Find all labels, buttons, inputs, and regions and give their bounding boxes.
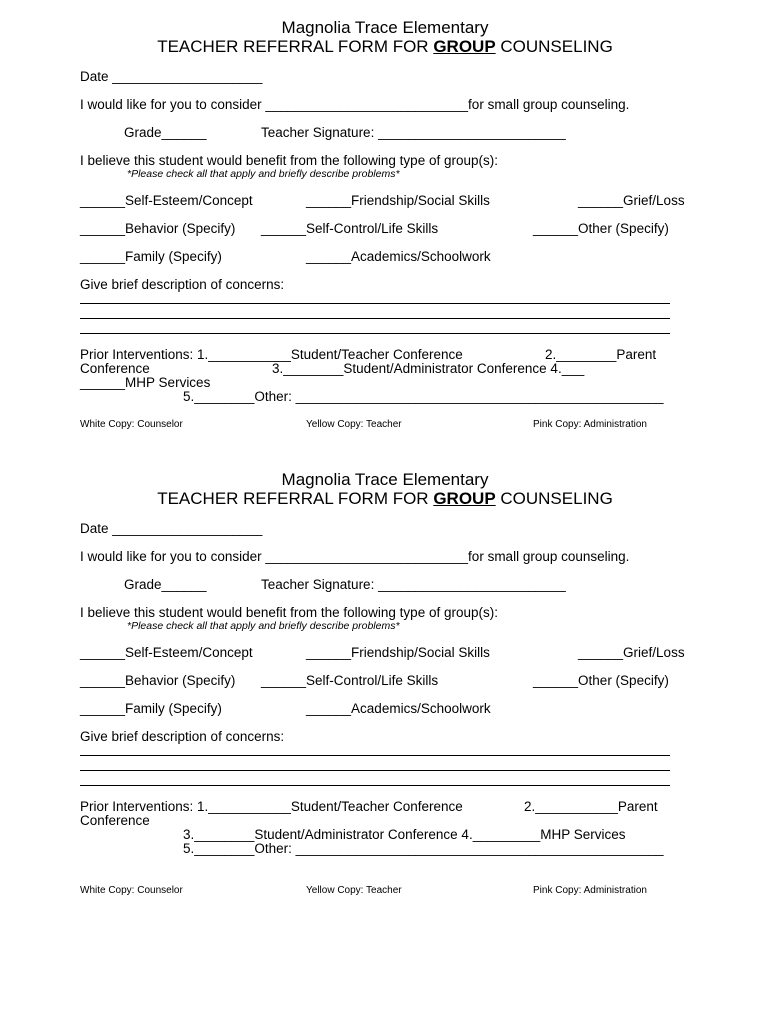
- referral-form-top: [0, 0, 770, 460]
- group-self-control[interactable]: ______Self-Control/Life Skills: [261, 221, 439, 236]
- title-pre: TEACHER REFERRAL FORM FOR: [157, 37, 434, 56]
- footer-yellow-copy: Yellow Copy: Teacher: [306, 885, 402, 896]
- check-note: *Please check all that apply and briefly describe problems*: [127, 620, 400, 632]
- group-friendship[interactable]: ______Friendship/Social Skills: [306, 193, 490, 208]
- group-other[interactable]: ______Other (Specify): [533, 221, 669, 236]
- title-post: COUNSELING: [495, 489, 613, 508]
- group-academics[interactable]: ______Academics/Schoolwork: [306, 249, 491, 264]
- describe-label: Give brief description of concerns:: [80, 277, 285, 292]
- prior-parent[interactable]: 2.___________Parent: [524, 799, 658, 814]
- group-other[interactable]: ______Other (Specify): [533, 673, 669, 688]
- group-self-esteem[interactable]: ______Self-Esteem/Concept: [80, 645, 253, 660]
- prior-conference: Conference: [80, 813, 150, 828]
- grade-field[interactable]: Grade______: [124, 577, 207, 592]
- title-pre: TEACHER REFERRAL FORM FOR: [157, 489, 434, 508]
- grade-field[interactable]: Grade______: [124, 125, 207, 140]
- group-family[interactable]: ______Family (Specify): [80, 701, 222, 716]
- believe-text: I believe this student would benefit from the following type of group(s):: [80, 605, 498, 620]
- concern-line-2[interactable]: [80, 318, 670, 319]
- footer-yellow-copy: Yellow Copy: Teacher: [306, 419, 402, 430]
- prior-other[interactable]: 5.________Other: _________________________________________________: [183, 841, 664, 856]
- title-bold: GROUP: [433, 37, 496, 56]
- consider-field[interactable]: I would like for you to consider ___________________________for small group counseling.: [80, 97, 630, 112]
- group-behavior[interactable]: ______Behavior (Specify): [80, 673, 236, 688]
- group-academics[interactable]: ______Academics/Schoolwork: [306, 701, 491, 716]
- prior-interventions-3[interactable]: 3.________Student/Administrator Conference 4._________MHP Services: [183, 827, 626, 842]
- title-post: COUNSELING: [495, 37, 613, 56]
- prior-interventions-3[interactable]: 3.________Student/Administrator Conference 4.___: [272, 361, 585, 376]
- footer-white-copy: White Copy: Counselor: [80, 885, 183, 896]
- group-self-control[interactable]: ______Self-Control/Life Skills: [261, 673, 439, 688]
- group-grief[interactable]: ______Grief/Loss: [578, 193, 685, 208]
- form-title: [0, 489, 770, 509]
- teacher-signature-field[interactable]: Teacher Signature: _________________________: [261, 577, 566, 592]
- consider-field[interactable]: I would like for you to consider ___________________________for small group counseling.: [80, 549, 630, 564]
- prior-other[interactable]: 5.________Other: _________________________________________________: [183, 389, 664, 404]
- group-grief[interactable]: ______Grief/Loss: [578, 645, 685, 660]
- prior-mhp[interactable]: ______MHP Services: [80, 375, 211, 390]
- prior-interventions-1[interactable]: Prior Interventions: 1.___________Student/Teacher Conference: [80, 347, 463, 362]
- footer-white-copy: White Copy: Counselor: [80, 419, 183, 430]
- prior-interventions-1[interactable]: Prior Interventions: 1.___________Student/Teacher Conference: [80, 799, 463, 814]
- prior-parent[interactable]: 2.________Parent: [545, 347, 657, 362]
- title-bold: GROUP: [433, 489, 496, 508]
- prior-conference: Conference: [80, 361, 150, 376]
- describe-label: Give brief description of concerns:: [80, 729, 285, 744]
- concern-line-3[interactable]: [80, 333, 670, 334]
- concern-line-1[interactable]: [80, 755, 670, 756]
- referral-form-bottom: [0, 452, 770, 912]
- concern-line-2[interactable]: [80, 770, 670, 771]
- concern-line-3[interactable]: [80, 785, 670, 786]
- form-title: [0, 37, 770, 57]
- group-friendship[interactable]: ______Friendship/Social Skills: [306, 645, 490, 660]
- believe-text: I believe this student would benefit from the following type of group(s):: [80, 153, 498, 168]
- footer-pink-copy: Pink Copy: Administration: [533, 885, 647, 896]
- teacher-signature-field[interactable]: Teacher Signature: _________________________: [261, 125, 566, 140]
- date-field[interactable]: Date ____________________: [80, 69, 263, 84]
- footer-pink-copy: Pink Copy: Administration: [533, 419, 647, 430]
- check-note: *Please check all that apply and briefly describe problems*: [127, 168, 400, 180]
- school-name: Magnolia Trace Elementary: [281, 18, 489, 37]
- date-field[interactable]: Date ____________________: [80, 521, 263, 536]
- group-self-esteem[interactable]: ______Self-Esteem/Concept: [80, 193, 253, 208]
- school-name: Magnolia Trace Elementary: [281, 470, 489, 489]
- group-behavior[interactable]: ______Behavior (Specify): [80, 221, 236, 236]
- group-family[interactable]: ______Family (Specify): [80, 249, 222, 264]
- concern-line-1[interactable]: [80, 303, 670, 304]
